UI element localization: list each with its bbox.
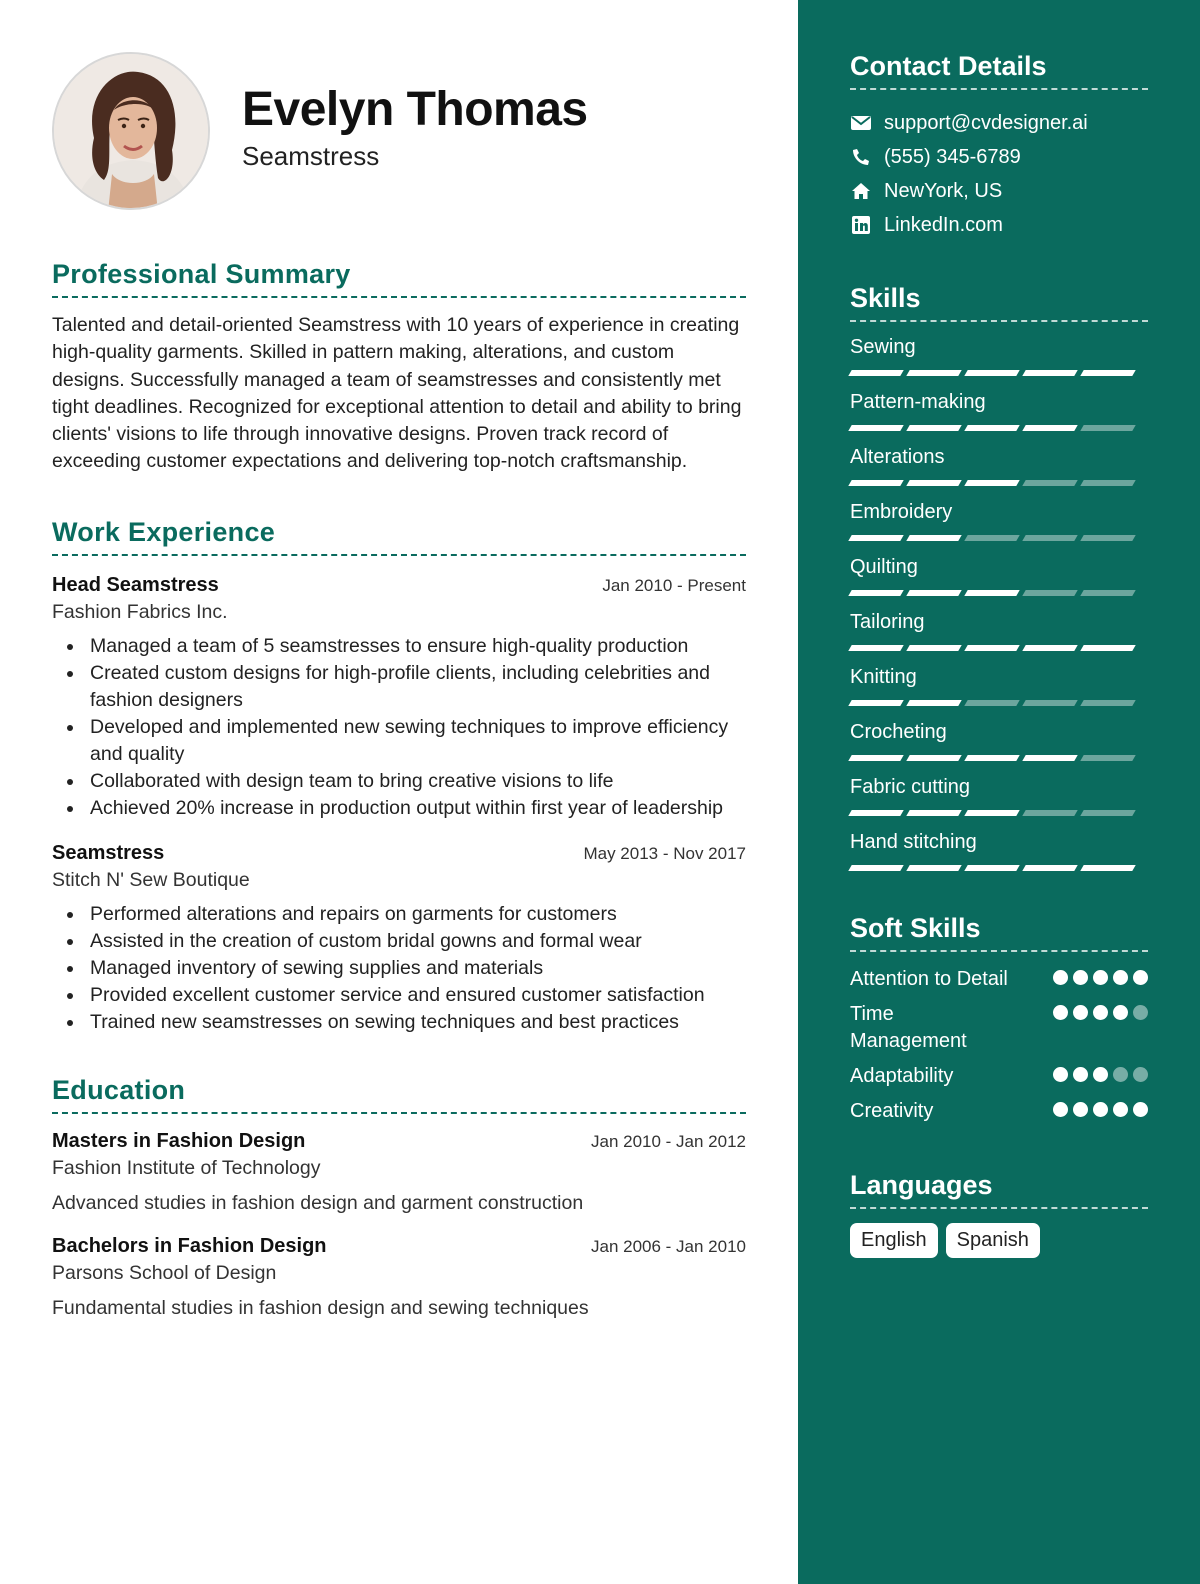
rating-dot	[1113, 1067, 1128, 1082]
soft-skill-name: Adaptability	[850, 1065, 954, 1087]
home-icon	[850, 180, 872, 202]
education-entry	[52, 1235, 746, 1320]
skill-level-segment	[1022, 480, 1077, 486]
candidate-role: Seamstress	[242, 141, 380, 171]
education-title: Education	[52, 1074, 746, 1114]
soft-skill-item	[850, 966, 1148, 993]
skill-level-bar	[850, 865, 1148, 872]
soft-skill-name: Time Management	[850, 1003, 967, 1052]
list-item: Performed alterations and repairs on garments for customers	[52, 901, 746, 928]
job-date: Jan 2010 - Present	[602, 575, 746, 595]
job-bullets	[52, 901, 746, 1036]
skill-level-segment	[906, 535, 961, 541]
skill-level-bar	[850, 590, 1148, 597]
skill-level-segment	[964, 755, 1019, 761]
degree: Masters in Fashion Design	[52, 1129, 306, 1152]
rating-dot	[1113, 1102, 1128, 1117]
sidebar	[798, 0, 1200, 1584]
skill-level-bar	[850, 535, 1148, 542]
skill-item	[850, 609, 1148, 652]
skill-level-segment	[848, 370, 903, 376]
skill-name: Sewing	[850, 336, 916, 358]
contact-email[interactable]	[850, 106, 1148, 140]
list-item: Trained new seamstresses on sewing techniques and best practices	[52, 1009, 746, 1036]
rating-dot	[1053, 1005, 1068, 1020]
skill-level-segment	[1080, 480, 1135, 486]
skill-name: Embroidery	[850, 501, 953, 523]
list-item: Assisted in the creation of custom bridal gowns and formal wear	[52, 928, 746, 955]
skill-level-bar	[850, 755, 1148, 762]
skill-level-segment	[1080, 810, 1135, 816]
skills-title: Skills	[850, 282, 1148, 322]
skill-level-segment	[906, 700, 961, 706]
skill-item	[850, 774, 1148, 817]
skill-level-segment	[1080, 755, 1135, 761]
skill-level-segment	[848, 590, 903, 596]
skill-level-segment	[906, 865, 961, 871]
skill-level-segment	[964, 810, 1019, 816]
skill-level-segment	[906, 755, 961, 761]
contact-phone-text: (555) 345-6789	[884, 145, 1021, 168]
skill-level-bar	[850, 645, 1148, 652]
summary-section	[52, 258, 746, 476]
language-tag: Spanish	[946, 1223, 1040, 1258]
skill-name: Pattern-making	[850, 391, 986, 413]
rating-dot	[1113, 970, 1128, 985]
language-tag: English	[850, 1223, 938, 1258]
rating-dot	[1073, 1102, 1088, 1117]
soft-skill-item	[850, 1001, 1148, 1055]
list-item: Developed and implemented new sewing techniques to improve efficiency and quality	[52, 714, 746, 768]
skill-level-segment	[964, 865, 1019, 871]
soft-skill-rating	[1048, 1067, 1148, 1082]
envelope-icon	[850, 112, 872, 134]
summary-title: Professional Summary	[52, 258, 746, 298]
soft-skills-title: Soft Skills	[850, 912, 1148, 952]
skill-level-segment	[964, 590, 1019, 596]
job-company: Fashion Fabrics Inc.	[52, 600, 228, 623]
job-bullets	[52, 633, 746, 822]
list-item: Managed a team of 5 seamstresses to ensure high-quality production	[52, 633, 746, 660]
school: Parsons School of Design	[52, 1261, 277, 1284]
skill-level-segment	[1080, 700, 1135, 706]
rating-dot	[1113, 1005, 1128, 1020]
skill-level-segment	[964, 425, 1019, 431]
skill-item	[850, 719, 1148, 762]
contact-email-text: support@cvdesigner.ai	[884, 111, 1088, 134]
skill-level-segment	[1022, 425, 1077, 431]
job-entry	[52, 574, 746, 822]
contact-section	[850, 50, 1148, 242]
skill-name: Alterations	[850, 446, 945, 468]
degree: Bachelors in Fashion Design	[52, 1234, 327, 1257]
skill-level-segment	[906, 645, 961, 651]
skill-level-segment	[848, 755, 903, 761]
rating-dot	[1093, 970, 1108, 985]
skill-level-segment	[964, 370, 1019, 376]
skill-level-bar	[850, 480, 1148, 487]
skill-level-bar	[850, 700, 1148, 707]
rating-dot	[1093, 1102, 1108, 1117]
skill-name: Hand stitching	[850, 831, 977, 853]
contact-title: Contact Details	[850, 50, 1148, 90]
skill-level-segment	[1080, 370, 1135, 376]
list-item: Achieved 20% increase in production output within first year of leadership	[52, 795, 746, 822]
education-section	[52, 1074, 746, 1320]
job-entry	[52, 842, 746, 1036]
skill-level-segment	[1080, 590, 1135, 596]
skill-item	[850, 554, 1148, 597]
linkedin-icon	[850, 214, 872, 236]
skills-section	[850, 282, 1148, 872]
skill-level-segment	[1022, 370, 1077, 376]
work-section	[52, 516, 746, 1036]
soft-skill-name: Creativity	[850, 1100, 934, 1122]
soft-skill-rating	[1048, 1102, 1148, 1117]
soft-skills-list	[850, 966, 1148, 1125]
resume-header	[52, 52, 746, 210]
rating-dot	[1133, 1102, 1148, 1117]
rating-dot	[1133, 970, 1148, 985]
soft-skill-item	[850, 1063, 1148, 1090]
skill-name: Tailoring	[850, 611, 925, 633]
skill-item	[850, 389, 1148, 432]
rating-dot	[1073, 970, 1088, 985]
skill-level-segment	[1022, 700, 1077, 706]
skill-level-segment	[848, 425, 903, 431]
job-title: Head Seamstress	[52, 573, 219, 596]
soft-skill-item	[850, 1098, 1148, 1125]
skill-level-segment	[1080, 535, 1135, 541]
skill-level-segment	[848, 810, 903, 816]
contact-linkedin[interactable]	[850, 208, 1148, 242]
skill-name: Fabric cutting	[850, 776, 971, 798]
job-title: Seamstress	[52, 841, 165, 864]
avatar	[52, 52, 210, 210]
skill-name: Quilting	[850, 556, 918, 578]
skill-level-segment	[964, 645, 1019, 651]
school: Fashion Institute of Technology	[52, 1156, 321, 1179]
skill-item	[850, 334, 1148, 377]
list-item: Managed inventory of sewing supplies and materials	[52, 955, 746, 982]
education-date: Jan 2010 - Jan 2012	[590, 1131, 746, 1151]
skill-name: Crocheting	[850, 721, 947, 743]
summary-text: Talented and detail-oriented Seamstress with 10 years of experience in creating high-quality garments. Skilled in pattern making, alterations, and custom designs. Successfully managed a team of seamstresses and consistently met tight deadlines. Recognized for exceptional attention to detail and ability to bring clients' visions to life through innovative designs. Proven track record of exceeding customer expectations and delivering top-notch craftsmanship.	[52, 314, 742, 473]
job-company: Stitch N' Sew Boutique	[52, 868, 250, 891]
list-item: Collaborated with design team to bring creative visions to life	[52, 768, 746, 795]
rating-dot	[1053, 1102, 1068, 1117]
skill-level-segment	[906, 810, 961, 816]
skill-item	[850, 444, 1148, 487]
education-desc: Advanced studies in fashion design and garment construction	[52, 1191, 584, 1214]
skill-level-segment	[964, 700, 1019, 706]
skill-level-segment	[1022, 865, 1077, 871]
skill-level-segment	[964, 480, 1019, 486]
education-date: Jan 2006 - Jan 2010	[590, 1236, 746, 1256]
skill-level-segment	[1022, 810, 1077, 816]
candidate-name: Evelyn Thomas	[242, 83, 588, 136]
rating-dot	[1073, 1005, 1088, 1020]
languages-title: Languages	[850, 1169, 1148, 1209]
skill-level-segment	[848, 535, 903, 541]
skill-level-segment	[1080, 645, 1135, 651]
skill-level-segment	[906, 425, 961, 431]
contact-phone[interactable]	[850, 140, 1148, 174]
skill-level-segment	[906, 370, 961, 376]
skill-level-bar	[850, 425, 1148, 432]
rating-dot	[1053, 1067, 1068, 1082]
skill-level-segment	[848, 700, 903, 706]
skill-level-segment	[964, 535, 1019, 541]
contact-linkedin-text: LinkedIn.com	[884, 213, 1003, 236]
skill-level-segment	[1022, 590, 1077, 596]
languages-list	[850, 1223, 1148, 1258]
contact-location	[850, 174, 1148, 208]
skill-level-segment	[848, 645, 903, 651]
skill-level-segment	[1080, 865, 1135, 871]
soft-skill-name: Attention to Detail	[850, 968, 1008, 990]
work-title: Work Experience	[52, 516, 746, 556]
skill-item	[850, 664, 1148, 707]
rating-dot	[1093, 1067, 1108, 1082]
soft-skill-rating	[1048, 1005, 1148, 1020]
skill-level-segment	[848, 865, 903, 871]
rating-dot	[1133, 1005, 1148, 1020]
languages-section	[850, 1169, 1148, 1258]
job-date: May 2013 - Nov 2017	[583, 843, 746, 863]
skill-item	[850, 829, 1148, 872]
contact-location-text: NewYork, US	[884, 179, 1003, 202]
list-item: Provided excellent customer service and ensured customer satisfaction	[52, 982, 746, 1009]
skill-name: Knitting	[850, 666, 917, 688]
soft-skills-section	[850, 912, 1148, 1125]
skill-level-segment	[1022, 645, 1077, 651]
education-desc: Fundamental studies in fashion design and sewing techniques	[52, 1296, 589, 1319]
education-entry	[52, 1130, 746, 1215]
skill-level-segment	[906, 590, 961, 596]
skill-level-segment	[1022, 535, 1077, 541]
skill-level-segment	[906, 480, 961, 486]
rating-dot	[1093, 1005, 1108, 1020]
rating-dot	[1073, 1067, 1088, 1082]
soft-skill-rating	[1048, 970, 1148, 985]
skill-level-segment	[1080, 425, 1135, 431]
skill-level-segment	[848, 480, 903, 486]
skill-item	[850, 499, 1148, 542]
skills-list	[850, 334, 1148, 872]
rating-dot	[1053, 970, 1068, 985]
skill-level-bar	[850, 370, 1148, 377]
skill-level-segment	[1022, 755, 1077, 761]
rating-dot	[1133, 1067, 1148, 1082]
skill-level-bar	[850, 810, 1148, 817]
phone-icon	[850, 146, 872, 168]
list-item: Created custom designs for high-profile clients, including celebrities and fashion designers	[52, 660, 746, 714]
